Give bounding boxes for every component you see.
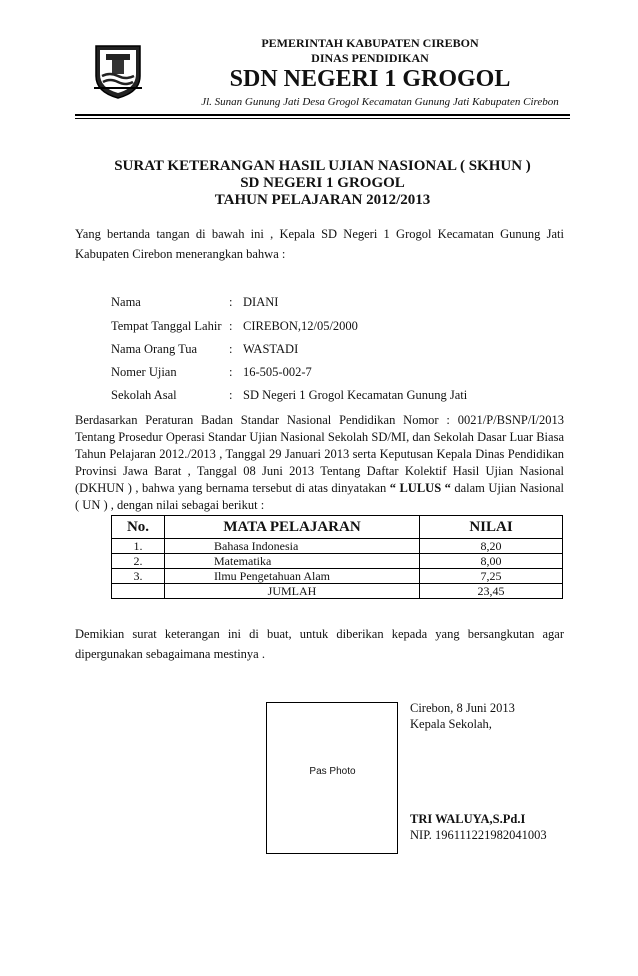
row-score: 8,20 (420, 539, 563, 554)
row-no: 1. (112, 539, 165, 554)
header-no: No. (112, 516, 165, 539)
field-label: Nama Orang Tua (111, 342, 198, 356)
row-score: 8,00 (420, 554, 563, 569)
field-row-name (111, 294, 278, 310)
signature-nip: NIP. 196111221982041003 (410, 828, 547, 842)
regulation-text-end: dalam Ujian Nasional ( UN ) , dengan nilai sebagai berikut : (75, 481, 564, 512)
signature-place-date: Cirebon, 8 Juni 2013 (410, 701, 515, 715)
row-subject: Bahasa Indonesia (165, 539, 420, 554)
photo-placeholder-box (266, 702, 398, 854)
header-address: Jl. Sunan Gunung Jati Desa Grogol Kecamatan Gunung Jati Kabupaten Cirebon (201, 96, 559, 108)
row-score: 7,25 (420, 569, 563, 584)
regency-crest-logo (92, 42, 144, 100)
field-colon: : (229, 365, 233, 379)
field-value: SD Negeri 1 Grogol Kecamatan Gunung Jati (243, 388, 468, 402)
regulation-paragraph (75, 412, 564, 514)
field-colon: : (229, 388, 233, 402)
field-colon: : (229, 295, 233, 309)
field-row-parent (111, 341, 298, 357)
field-row-school (111, 387, 467, 403)
table-header-row (112, 516, 563, 539)
header-rule-thin (75, 118, 570, 119)
header-school-name: SDN NEGERI 1 GROGOL (229, 66, 511, 92)
field-label: Nomer Ujian (111, 365, 177, 379)
row-subject: Ilmu Pengetahuan Alam (165, 569, 420, 584)
field-row-birth (111, 318, 358, 334)
header-rule-thick (75, 114, 570, 116)
regulation-text: Berdasarkan Peraturan Badan Standar Nasional Pendidikan Nomor : 0021/P/BSNP/I/2013 Tentang Prosedur Operasi Standar Ujian Nasional Sekolah SD/MI, dan Sekolah Dasar Luar Biasa Tahun Pelajaran 2012./2013 , Tanggal 29 Januari 2013 serta Keputusan Kepala Dinas Pendidikan Provinsi Jawa Barat , Tanggal 08 Juni 2013 Tentang Daftar Kolektif Hasil Ujian Nasional (DKHUN ) , bahwa yang bernama tersebut di atas dinyatakan (75, 413, 564, 495)
total-value: 23,45 (420, 584, 563, 599)
header-department: DINAS PENDIDIKAN (311, 51, 429, 65)
row-no: 2. (112, 554, 165, 569)
header-subject: MATA PELAJARAN (165, 516, 420, 539)
field-colon: : (229, 319, 233, 333)
row-no: 3. (112, 569, 165, 584)
photo-placeholder-label: Pas Photo (309, 766, 356, 777)
document-title: SURAT KETERANGAN HASIL UJIAN NASIONAL ( SKHUN ) (114, 158, 531, 174)
field-value: WASTADI (243, 342, 299, 356)
row-no-empty (112, 584, 165, 599)
signature-name: TRI WALUYA,S.Pd.I (410, 812, 526, 826)
field-label: Nama (111, 295, 141, 309)
field-value: DIANI (243, 295, 279, 309)
document-subtitle-school: SD NEGERI 1 GROGOL (240, 175, 405, 191)
document-subtitle-year: TAHUN PELAJARAN 2012/2013 (214, 192, 431, 208)
field-label: Tempat Tanggal Lahir (111, 319, 222, 333)
row-subject: Matematika (165, 554, 420, 569)
pass-status: “ LULUS “ (389, 481, 451, 495)
closing-paragraph: Demikian surat keterangan ini di buat, untuk diberikan kepada yang bersangkutan agar dipergunakan sebagaimana mestinya . (75, 627, 564, 661)
field-value: 16-505-002-7 (243, 365, 312, 379)
field-value: CIREBON,12/05/2000 (243, 319, 358, 333)
field-label: Sekolah Asal (111, 388, 177, 402)
field-colon: : (229, 342, 233, 356)
header-government: PEMERINTAH KABUPATEN CIREBON (261, 36, 479, 50)
total-label: JUMLAH (165, 584, 420, 599)
header-score: NILAI (420, 516, 563, 539)
table-row (112, 554, 563, 569)
table-row (112, 569, 563, 584)
table-total-row (112, 584, 563, 599)
score-table (111, 515, 563, 599)
intro-paragraph: Yang bertanda tangan di bawah ini , Kepala SD Negeri 1 Grogol Kecamatan Gunung Jati Kabupaten Cirebon menerangkan bahwa : (75, 227, 564, 261)
table-row (112, 539, 563, 554)
signature-position: Kepala Sekolah, (410, 717, 492, 731)
field-row-exam-number (111, 364, 312, 380)
